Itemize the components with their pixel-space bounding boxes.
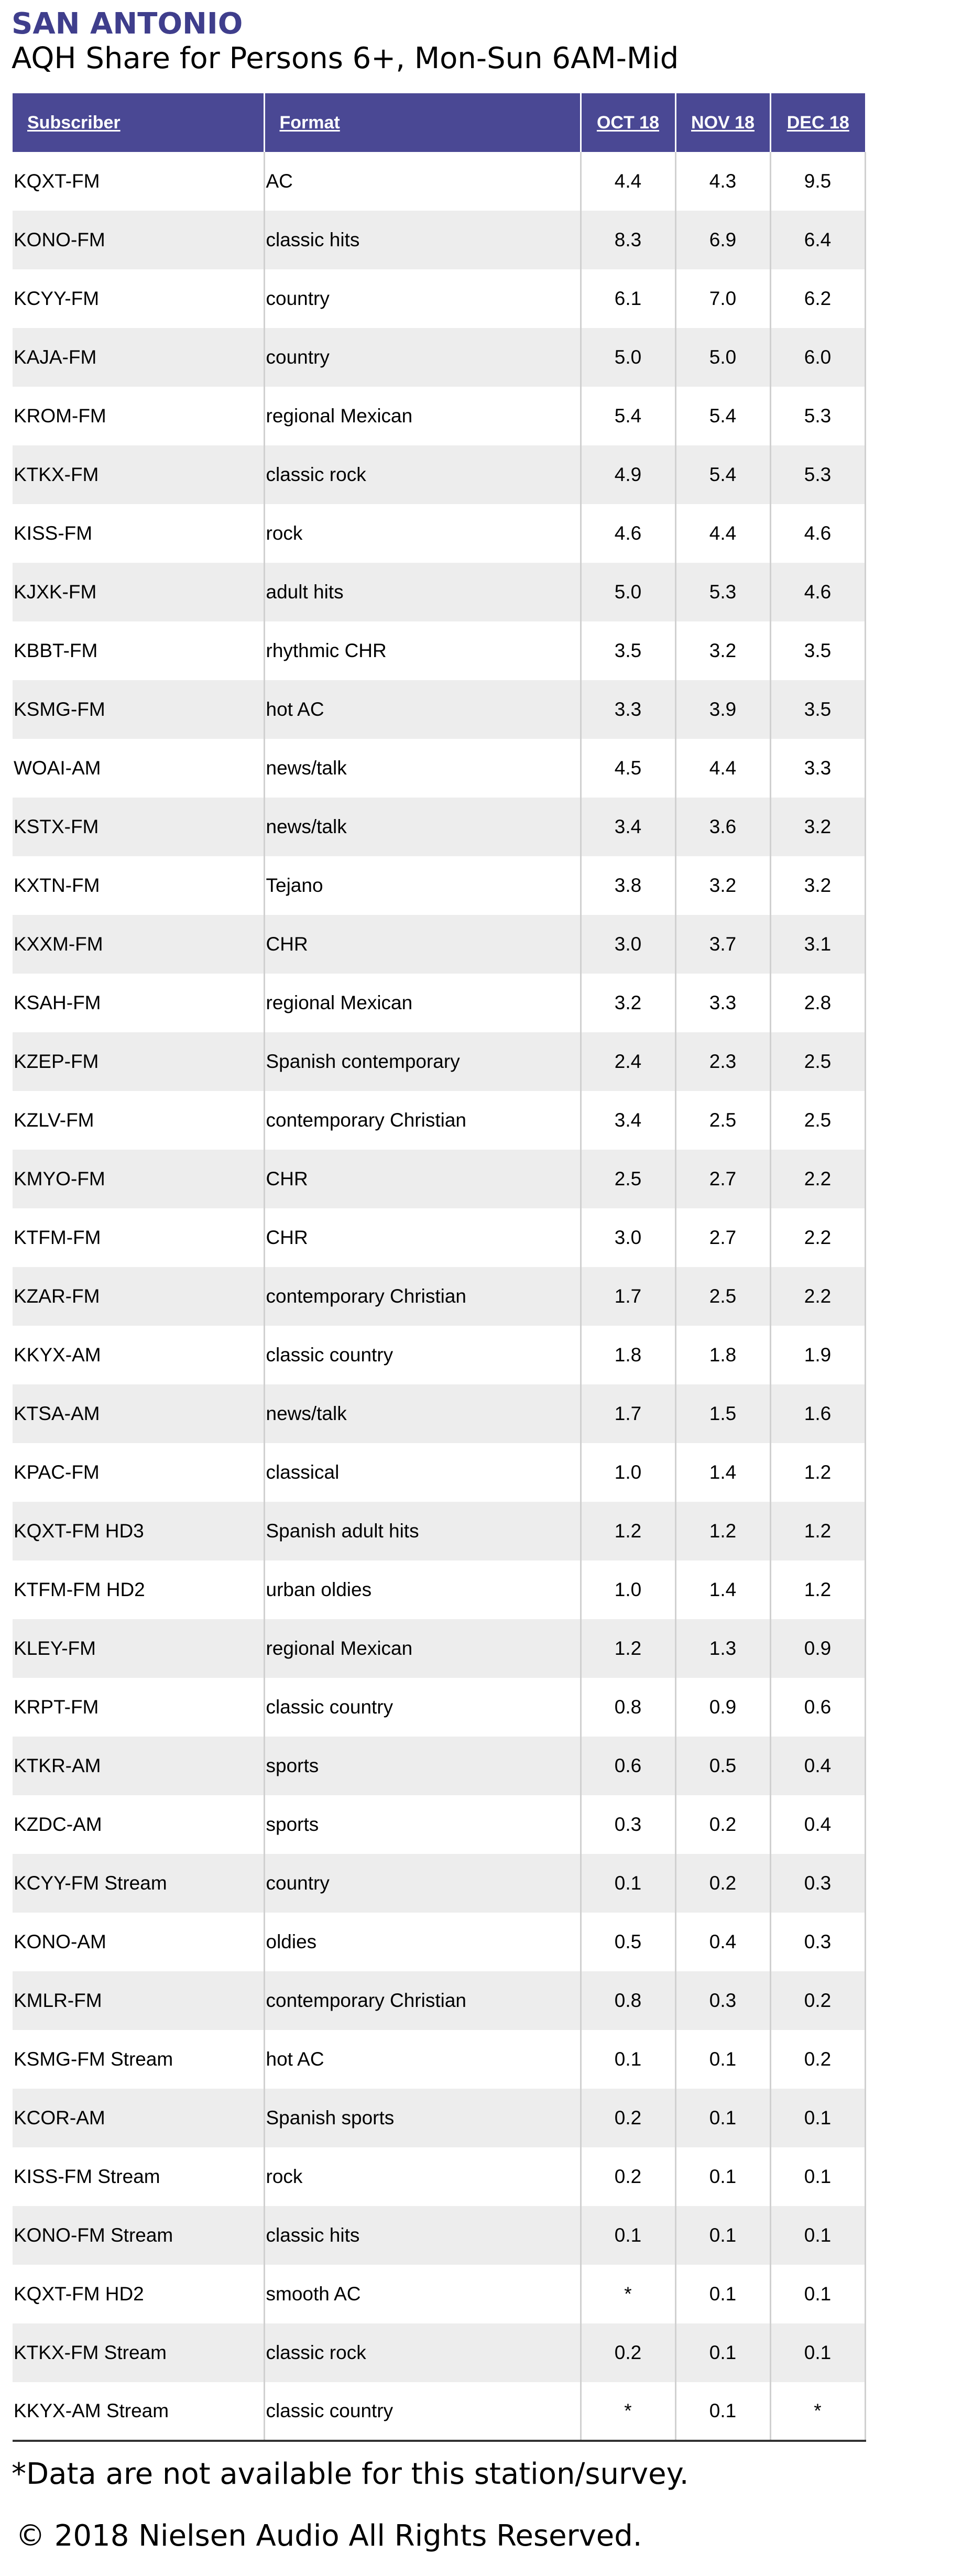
subscriber-cell: KMLR-FM	[13, 1971, 264, 2030]
table-row	[13, 2089, 865, 2147]
subscriber-cell: KTKX-FM Stream	[13, 2323, 264, 2382]
format-cell: regional Mexican	[264, 974, 581, 1032]
format-cell: Spanish adult hits	[264, 1502, 581, 1560]
dec-18-cell: 2.5	[770, 1032, 865, 1091]
nov-18-cell: 0.1	[675, 2030, 770, 2089]
dec-18-cell: 3.2	[770, 856, 865, 915]
dec-18-cell: 3.2	[770, 798, 865, 856]
subscriber-cell: KONO-AM	[13, 1913, 264, 1971]
subscriber-cell: KCOR-AM	[13, 2089, 264, 2147]
subscriber-cell: WOAI-AM	[13, 739, 264, 798]
dec-18-cell: 6.2	[770, 269, 865, 328]
nov-18-cell: 1.2	[675, 1502, 770, 1560]
dec-18-cell: 0.4	[770, 1795, 865, 1854]
oct-18-cell: 3.4	[581, 1091, 675, 1150]
nov-18-cell: 3.2	[675, 856, 770, 915]
subscriber-cell: KONO-FM Stream	[13, 2206, 264, 2265]
subscriber-cell: KZEP-FM	[13, 1032, 264, 1091]
table-row	[13, 2382, 865, 2441]
nov-18-cell: 3.2	[675, 621, 770, 680]
oct-18-cell: 3.0	[581, 1208, 675, 1267]
table-row	[13, 2147, 865, 2206]
table-row	[13, 2206, 865, 2265]
subscriber-cell: KROM-FM	[13, 387, 264, 445]
table-row	[13, 1502, 865, 1560]
nov-18-cell: 4.4	[675, 504, 770, 563]
format-cell: contemporary Christian	[264, 1267, 581, 1326]
oct-18-cell: 5.0	[581, 563, 675, 621]
table-row	[13, 1384, 865, 1443]
dec-18-cell: 1.6	[770, 1384, 865, 1443]
format-cell: rock	[264, 2147, 581, 2206]
oct-18-cell: 1.8	[581, 1326, 675, 1384]
table-body	[13, 152, 865, 2441]
format-cell: rhythmic CHR	[264, 621, 581, 680]
subscriber-cell: KZDC-AM	[13, 1795, 264, 1854]
format-cell: contemporary Christian	[264, 1971, 581, 2030]
nov-18-cell: 0.1	[675, 2382, 770, 2441]
dec-18-cell: 1.9	[770, 1326, 865, 1384]
oct-18-cell: 1.7	[581, 1267, 675, 1326]
share-table-container	[13, 93, 866, 2442]
oct-18-cell: 5.0	[581, 328, 675, 387]
column-header-format[interactable]: Format	[264, 93, 581, 152]
table-row	[13, 1560, 865, 1619]
nov-18-cell: 0.2	[675, 1795, 770, 1854]
table-row	[13, 1854, 865, 1913]
table-row	[13, 1032, 865, 1091]
nov-18-cell: 3.7	[675, 915, 770, 974]
column-header-oct-18[interactable]: OCT 18	[581, 93, 675, 152]
nov-18-cell: 0.2	[675, 1854, 770, 1913]
subscriber-cell: KPAC-FM	[13, 1443, 264, 1502]
subscriber-cell: KSTX-FM	[13, 798, 264, 856]
format-cell: hot AC	[264, 680, 581, 739]
dec-18-cell: 3.3	[770, 739, 865, 798]
format-cell: rock	[264, 504, 581, 563]
subscriber-cell: KXXM-FM	[13, 915, 264, 974]
subscriber-cell: KTFM-FM	[13, 1208, 264, 1267]
oct-18-cell: 3.3	[581, 680, 675, 739]
market-title: SAN ANTONIO	[12, 7, 243, 41]
dec-18-cell: 2.2	[770, 1267, 865, 1326]
oct-18-cell: 2.5	[581, 1150, 675, 1208]
format-cell: classic hits	[264, 2206, 581, 2265]
oct-18-cell: 0.1	[581, 2030, 675, 2089]
subscriber-cell: KKYX-AM Stream	[13, 2382, 264, 2441]
oct-18-cell: 0.6	[581, 1737, 675, 1795]
table-row	[13, 974, 865, 1032]
table-row	[13, 621, 865, 680]
format-cell: CHR	[264, 1150, 581, 1208]
table-header-row	[13, 93, 865, 152]
dec-18-cell: 5.3	[770, 445, 865, 504]
table-row	[13, 1737, 865, 1795]
dec-18-cell: 0.1	[770, 2206, 865, 2265]
format-cell: regional Mexican	[264, 1619, 581, 1678]
dec-18-cell: 2.8	[770, 974, 865, 1032]
oct-18-cell: 4.9	[581, 445, 675, 504]
table-row	[13, 1619, 865, 1678]
table-row	[13, 1443, 865, 1502]
dec-18-cell: 0.2	[770, 1971, 865, 2030]
subscriber-cell: KISS-FM	[13, 504, 264, 563]
format-cell: classic rock	[264, 2323, 581, 2382]
dec-18-cell: 6.4	[770, 211, 865, 269]
subscriber-cell: KSAH-FM	[13, 974, 264, 1032]
oct-18-cell: 1.0	[581, 1443, 675, 1502]
format-cell: smooth AC	[264, 2265, 581, 2323]
table-row	[13, 1208, 865, 1267]
subscriber-cell: KISS-FM Stream	[13, 2147, 264, 2206]
table-row	[13, 1091, 865, 1150]
nov-18-cell: 2.5	[675, 1267, 770, 1326]
nov-18-cell: 7.0	[675, 269, 770, 328]
subscriber-cell: KKYX-AM	[13, 1326, 264, 1384]
dec-18-cell: *	[770, 2382, 865, 2441]
format-cell: Spanish sports	[264, 2089, 581, 2147]
table-row	[13, 1326, 865, 1384]
nov-18-cell: 0.3	[675, 1971, 770, 2030]
dec-18-cell: 3.5	[770, 680, 865, 739]
nov-18-cell: 2.5	[675, 1091, 770, 1150]
subscriber-cell: KAJA-FM	[13, 328, 264, 387]
dec-18-cell: 1.2	[770, 1560, 865, 1619]
table-row	[13, 680, 865, 739]
nov-18-cell: 0.9	[675, 1678, 770, 1737]
table-row	[13, 2323, 865, 2382]
table-row	[13, 2030, 865, 2089]
oct-18-cell: 0.8	[581, 1678, 675, 1737]
nov-18-cell: 3.6	[675, 798, 770, 856]
dec-18-cell: 0.4	[770, 1737, 865, 1795]
oct-18-cell: 0.1	[581, 1854, 675, 1913]
nov-18-cell: 1.8	[675, 1326, 770, 1384]
format-cell: contemporary Christian	[264, 1091, 581, 1150]
subscriber-cell: KZLV-FM	[13, 1091, 264, 1150]
subscriber-cell: KQXT-FM HD3	[13, 1502, 264, 1560]
dec-18-cell: 0.6	[770, 1678, 865, 1737]
oct-18-cell: 8.3	[581, 211, 675, 269]
dec-18-cell: 0.3	[770, 1854, 865, 1913]
subscriber-cell: KLEY-FM	[13, 1619, 264, 1678]
format-cell: CHR	[264, 915, 581, 974]
nov-18-cell: 0.1	[675, 2265, 770, 2323]
nov-18-cell: 3.9	[675, 680, 770, 739]
oct-18-cell: 3.5	[581, 621, 675, 680]
share-table	[13, 93, 866, 2442]
nov-18-cell: 5.4	[675, 387, 770, 445]
oct-18-cell: 1.2	[581, 1502, 675, 1560]
dec-18-cell: 0.1	[770, 2147, 865, 2206]
format-cell: news/talk	[264, 1384, 581, 1443]
table-row	[13, 1150, 865, 1208]
dec-18-cell: 0.9	[770, 1619, 865, 1678]
oct-18-cell: 1.0	[581, 1560, 675, 1619]
subscriber-cell: KTSA-AM	[13, 1384, 264, 1443]
nov-18-cell: 5.3	[675, 563, 770, 621]
subscriber-cell: KQXT-FM HD2	[13, 2265, 264, 2323]
nov-18-cell: 5.4	[675, 445, 770, 504]
format-cell: classic country	[264, 2382, 581, 2441]
table-row	[13, 1913, 865, 1971]
dec-18-cell: 1.2	[770, 1443, 865, 1502]
format-cell: urban oldies	[264, 1560, 581, 1619]
table-row	[13, 1678, 865, 1737]
table-row	[13, 915, 865, 974]
oct-18-cell: 0.8	[581, 1971, 675, 2030]
column-header-dec-18[interactable]: DEC 18	[770, 93, 865, 152]
nov-18-cell: 0.1	[675, 2323, 770, 2382]
oct-18-cell: 0.2	[581, 2089, 675, 2147]
subscriber-cell: KJXK-FM	[13, 563, 264, 621]
format-cell: sports	[264, 1795, 581, 1854]
oct-18-cell: 3.2	[581, 974, 675, 1032]
oct-18-cell: 2.4	[581, 1032, 675, 1091]
subscriber-cell: KBBT-FM	[13, 621, 264, 680]
format-cell: classic country	[264, 1326, 581, 1384]
table-row	[13, 2265, 865, 2323]
nov-18-cell: 2.3	[675, 1032, 770, 1091]
nov-18-cell: 0.4	[675, 1913, 770, 1971]
column-header-subscriber[interactable]: Subscriber	[13, 93, 264, 152]
dec-18-cell: 0.2	[770, 2030, 865, 2089]
dec-18-cell: 2.2	[770, 1150, 865, 1208]
subscriber-cell: KMYO-FM	[13, 1150, 264, 1208]
oct-18-cell: 1.2	[581, 1619, 675, 1678]
subscriber-cell: KTFM-FM HD2	[13, 1560, 264, 1619]
format-cell: AC	[264, 152, 581, 211]
format-cell: classic hits	[264, 211, 581, 269]
oct-18-cell: 0.5	[581, 1913, 675, 1971]
nov-18-cell: 0.1	[675, 2206, 770, 2265]
format-cell: Tejano	[264, 856, 581, 915]
subscriber-cell: KSMG-FM	[13, 680, 264, 739]
oct-18-cell: *	[581, 2265, 675, 2323]
subscriber-cell: KCYY-FM Stream	[13, 1854, 264, 1913]
table-row	[13, 328, 865, 387]
column-header-nov-18[interactable]: NOV 18	[675, 93, 770, 152]
table-row	[13, 504, 865, 563]
nov-18-cell: 1.4	[675, 1560, 770, 1619]
oct-18-cell: 0.3	[581, 1795, 675, 1854]
oct-18-cell: 6.1	[581, 269, 675, 328]
report-subtitle: AQH Share for Persons 6+, Mon-Sun 6AM-Mid	[12, 41, 679, 75]
table-row	[13, 1971, 865, 2030]
format-cell: classical	[264, 1443, 581, 1502]
oct-18-cell: 0.1	[581, 2206, 675, 2265]
dec-18-cell: 0.3	[770, 1913, 865, 1971]
nov-18-cell: 6.9	[675, 211, 770, 269]
oct-18-cell: 3.4	[581, 798, 675, 856]
table-row	[13, 211, 865, 269]
copyright-notice: © 2018 Nielsen Audio All Rights Reserved.	[16, 2519, 642, 2553]
nov-18-cell: 2.7	[675, 1208, 770, 1267]
oct-18-cell: 4.4	[581, 152, 675, 211]
subscriber-cell: KXTN-FM	[13, 856, 264, 915]
table-row	[13, 269, 865, 328]
subscriber-cell: KTKX-FM	[13, 445, 264, 504]
format-cell: adult hits	[264, 563, 581, 621]
nov-18-cell: 4.3	[675, 152, 770, 211]
table-row	[13, 445, 865, 504]
nov-18-cell: 1.3	[675, 1619, 770, 1678]
subscriber-cell: KZAR-FM	[13, 1267, 264, 1326]
table-row	[13, 563, 865, 621]
nov-18-cell: 5.0	[675, 328, 770, 387]
nov-18-cell: 0.5	[675, 1737, 770, 1795]
format-cell: news/talk	[264, 798, 581, 856]
dec-18-cell: 9.5	[770, 152, 865, 211]
table-row	[13, 798, 865, 856]
dec-18-cell: 2.5	[770, 1091, 865, 1150]
nov-18-cell: 3.3	[675, 974, 770, 1032]
oct-18-cell: 0.2	[581, 2147, 675, 2206]
dec-18-cell: 5.3	[770, 387, 865, 445]
subscriber-cell: KRPT-FM	[13, 1678, 264, 1737]
dec-18-cell: 0.1	[770, 2089, 865, 2147]
dec-18-cell: 1.2	[770, 1502, 865, 1560]
dec-18-cell: 4.6	[770, 504, 865, 563]
format-cell: Spanish contemporary	[264, 1032, 581, 1091]
table-row	[13, 1267, 865, 1326]
nov-18-cell: 2.7	[675, 1150, 770, 1208]
table-row	[13, 1795, 865, 1854]
subscriber-cell: KQXT-FM	[13, 152, 264, 211]
table-row	[13, 739, 865, 798]
subscriber-cell: KSMG-FM Stream	[13, 2030, 264, 2089]
nov-18-cell: 1.4	[675, 1443, 770, 1502]
oct-18-cell: 1.7	[581, 1384, 675, 1443]
oct-18-cell: 4.5	[581, 739, 675, 798]
format-cell: country	[264, 328, 581, 387]
format-cell: classic country	[264, 1678, 581, 1737]
oct-18-cell: 3.8	[581, 856, 675, 915]
oct-18-cell: *	[581, 2382, 675, 2441]
format-cell: CHR	[264, 1208, 581, 1267]
oct-18-cell: 4.6	[581, 504, 675, 563]
format-cell: oldies	[264, 1913, 581, 1971]
nov-18-cell: 4.4	[675, 739, 770, 798]
format-cell: sports	[264, 1737, 581, 1795]
format-cell: news/talk	[264, 739, 581, 798]
dec-18-cell: 4.6	[770, 563, 865, 621]
dec-18-cell: 6.0	[770, 328, 865, 387]
dec-18-cell: 3.5	[770, 621, 865, 680]
subscriber-cell: KCYY-FM	[13, 269, 264, 328]
oct-18-cell: 5.4	[581, 387, 675, 445]
subscriber-cell: KTKR-AM	[13, 1737, 264, 1795]
nov-18-cell: 0.1	[675, 2089, 770, 2147]
dec-18-cell: 0.1	[770, 2265, 865, 2323]
oct-18-cell: 0.2	[581, 2323, 675, 2382]
format-cell: country	[264, 1854, 581, 1913]
oct-18-cell: 3.0	[581, 915, 675, 974]
nov-18-cell: 1.5	[675, 1384, 770, 1443]
dec-18-cell: 2.2	[770, 1208, 865, 1267]
table-row	[13, 387, 865, 445]
dec-18-cell: 0.1	[770, 2323, 865, 2382]
subscriber-cell: KONO-FM	[13, 211, 264, 269]
footnote: *Data are not available for this station/survey.	[12, 2457, 689, 2491]
format-cell: classic rock	[264, 445, 581, 504]
nov-18-cell: 0.1	[675, 2147, 770, 2206]
table-row	[13, 152, 865, 211]
format-cell: regional Mexican	[264, 387, 581, 445]
table-row	[13, 856, 865, 915]
format-cell: hot AC	[264, 2030, 581, 2089]
format-cell: country	[264, 269, 581, 328]
dec-18-cell: 3.1	[770, 915, 865, 974]
